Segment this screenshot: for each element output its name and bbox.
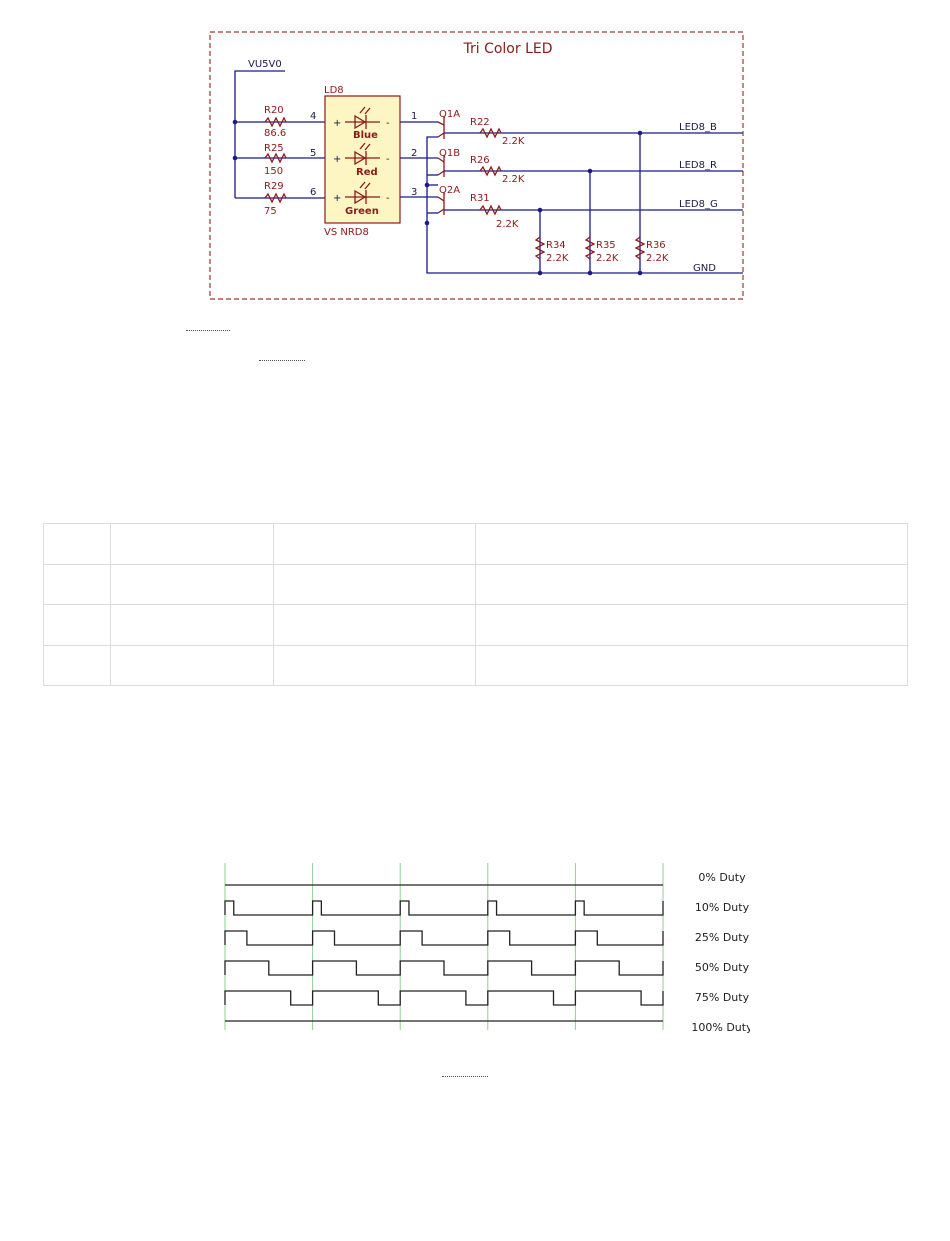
q2a-ref: Q2A — [439, 185, 461, 196]
table-header-cell — [476, 524, 908, 565]
figure-reference-mark — [186, 327, 230, 331]
pin-6: 6 — [310, 187, 317, 198]
led-color-green: Green — [345, 206, 379, 217]
junction-dot — [588, 169, 593, 174]
minus-sign: - — [386, 154, 390, 165]
r22-ref: R22 — [470, 117, 490, 128]
pwm-waveform — [225, 961, 663, 975]
r36-value: 2.2K — [646, 253, 669, 264]
q1b-ref: Q1B — [439, 148, 461, 159]
table-cell — [111, 565, 274, 605]
junction-dot — [638, 271, 643, 276]
pwm-duty-label: 100% Duty — [691, 1021, 750, 1034]
junction-dot — [538, 271, 543, 276]
transistor-q2a-icon — [438, 193, 444, 215]
transistor-q1a-icon — [438, 117, 444, 139]
table-cell — [111, 646, 274, 686]
figure-reference-mark — [259, 357, 305, 361]
r29-value: 75 — [264, 206, 277, 217]
pwm-duty-label: 0% Duty — [698, 871, 746, 884]
minus-sign: - — [386, 118, 390, 129]
supply-label: VU5V0 — [248, 59, 282, 70]
r34-value: 2.2K — [546, 253, 569, 264]
table-cell — [274, 646, 476, 686]
pwm-waveform — [225, 991, 663, 1005]
junction-dot — [588, 271, 593, 276]
pwm-waveform — [225, 931, 663, 945]
plus-sign: + — [333, 118, 342, 129]
led-ref: LD8 — [324, 85, 344, 96]
r29-ref: R29 — [264, 181, 284, 192]
pin-1: 1 — [411, 111, 418, 122]
table-cell — [111, 605, 274, 646]
table-cell — [476, 605, 908, 646]
schematic-title: Tri Color LED — [463, 41, 553, 57]
table-cell — [44, 646, 111, 686]
net-label-led8-g: LED8_G — [679, 199, 718, 210]
pin-4: 4 — [310, 111, 317, 122]
pwm-duty-label: 50% Duty — [694, 961, 750, 974]
q1a-ref: Q1A — [439, 109, 461, 120]
pwm-duty-cycle-figure — [200, 855, 750, 1045]
table-header-row — [44, 524, 908, 565]
table-header-cell — [44, 524, 111, 565]
r36-ref: R36 — [646, 240, 666, 251]
net-label-led8-b: LED8_B — [679, 122, 717, 133]
table-cell — [44, 565, 111, 605]
minus-sign: - — [386, 193, 390, 204]
pwm-duty-label: 25% Duty — [694, 931, 750, 944]
net-label-led8-r: LED8_R — [679, 160, 717, 171]
junction-dot — [425, 183, 430, 188]
pin-table — [43, 523, 908, 686]
junction-dot — [425, 221, 430, 226]
r31-value: 2.2K — [496, 219, 519, 230]
r31-ref: R31 — [470, 193, 490, 204]
pin-3: 3 — [411, 187, 418, 198]
r34-ref: R34 — [546, 240, 566, 251]
r25-ref: R25 — [264, 143, 284, 154]
r20-ref: R20 — [264, 105, 284, 116]
table-cell — [44, 605, 111, 646]
table-cell — [476, 646, 908, 686]
led-part: VS NRD8 — [324, 227, 369, 238]
table-cell — [476, 565, 908, 605]
r35-ref: R35 — [596, 240, 616, 251]
table-cell — [274, 605, 476, 646]
r26-ref: R26 — [470, 155, 490, 166]
pin-2: 2 — [411, 148, 418, 159]
table-row — [44, 605, 908, 646]
tri-color-led-schematic — [200, 25, 760, 310]
table-cell — [274, 565, 476, 605]
table-row — [44, 565, 908, 605]
r26-value: 2.2K — [502, 174, 525, 185]
r25-value: 150 — [264, 166, 284, 177]
plus-sign: + — [333, 193, 342, 204]
led-color-blue: Blue — [353, 130, 378, 141]
plus-sign: + — [333, 154, 342, 165]
led-color-red: Red — [356, 167, 378, 178]
pwm-duty-label: 10% Duty — [694, 901, 750, 914]
r22-value: 2.2K — [502, 136, 525, 147]
table-row — [44, 646, 908, 686]
r35-value: 2.2K — [596, 253, 619, 264]
pwm-waveform — [225, 901, 663, 915]
pin-5: 5 — [310, 148, 317, 159]
junction-dot — [638, 131, 643, 136]
table-header-cell — [274, 524, 476, 565]
gnd-label: GND — [693, 263, 716, 274]
table-header-cell — [111, 524, 274, 565]
r20-value: 86.6 — [264, 128, 287, 139]
figure-reference-mark — [442, 1073, 488, 1077]
junction-dot — [538, 208, 543, 213]
pwm-duty-label: 75% Duty — [694, 991, 750, 1004]
